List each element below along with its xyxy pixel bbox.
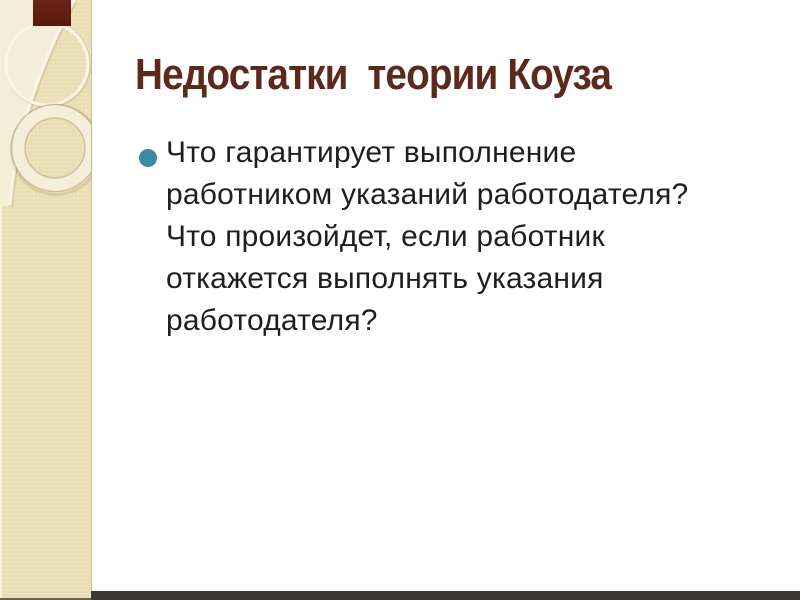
bullet-text-line: Что произойдет, если работник — [166, 220, 605, 253]
accent-rectangle — [33, 0, 71, 26]
bullet-text-line: откажется выполнять указания — [166, 262, 604, 295]
bullet-text-line: Что гарантирует выполнение — [166, 136, 577, 169]
ring-inner-edge — [25, 118, 85, 178]
bullet-icon — [139, 149, 157, 167]
circle-decoration — [0, 0, 92, 600]
bullet-text-block — [166, 132, 776, 342]
ring-body — [19, 112, 92, 185]
sidebar-decoration — [0, 0, 92, 600]
bullet-text-line: работником указаний работодателя? — [166, 178, 689, 211]
footer-bar — [91, 591, 800, 600]
bullet-text-line: работодателя? — [166, 304, 378, 337]
slide-title: Недостатки теории Коуза — [135, 50, 612, 99]
